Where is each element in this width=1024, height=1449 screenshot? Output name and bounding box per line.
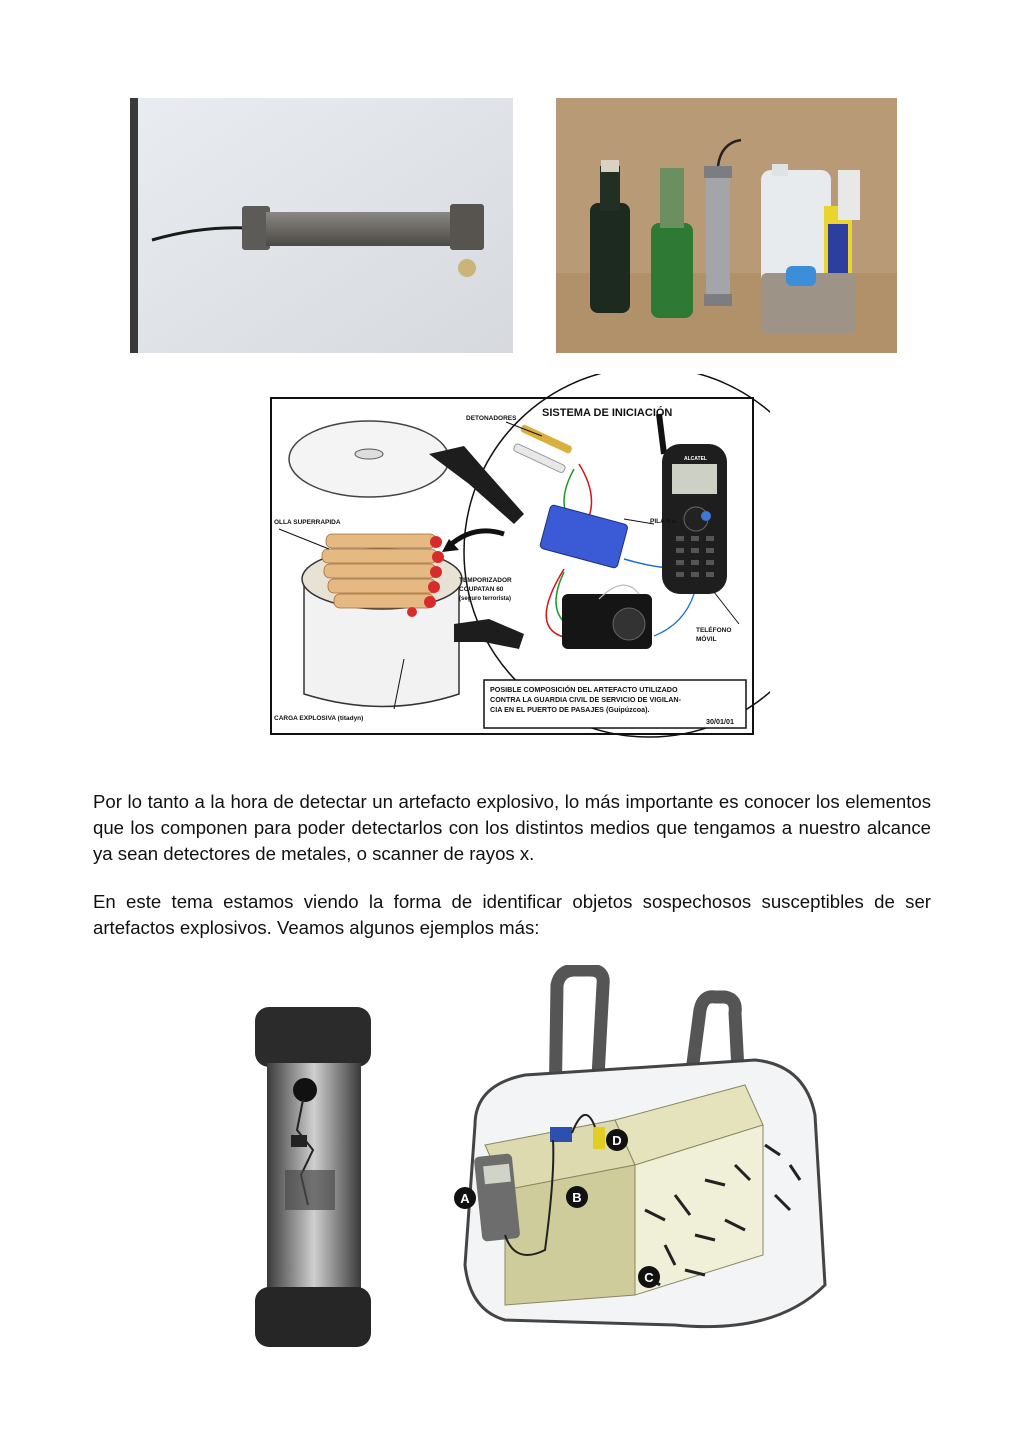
bag-bomb-diagram <box>445 965 840 1345</box>
diagram-title: SISTEMA DE INICIACIÓN <box>542 407 673 419</box>
svg-text:A: A <box>460 1191 470 1206</box>
label-temporizador-2: COUPATAN 60 <box>459 586 504 593</box>
svg-text:C: C <box>644 1270 654 1285</box>
label-detonadores: DETONADORES <box>466 415 517 422</box>
label-temporizador-1: TEMPORIZADOR <box>459 577 512 584</box>
label-temporizador-3: (seguro terrorista) <box>459 596 512 602</box>
label-carga: CARGA EXPLOSIVA (titadyn) <box>274 715 364 722</box>
initiation-system-diagram <box>244 374 770 754</box>
phone-brand: ALCATEL <box>684 456 707 462</box>
bottles-photo <box>556 98 897 353</box>
xray-pipe-image <box>253 1005 375 1348</box>
paragraph-identification: En este tema estamos viendo la forma de identificar objetos sospechosos susceptibles de ser artefactos explosivos. Veamos algunos ejemplos más: <box>93 891 931 938</box>
label-telefono-2: MÓVIL <box>696 636 717 643</box>
marker-d <box>606 1129 628 1151</box>
marker-a <box>454 1187 476 1209</box>
marker-c <box>638 1266 660 1288</box>
caption-line-2: CONTRA LA GUARDIA CIVIL DE SERVICIO DE VIGILAN- <box>490 695 682 704</box>
paragraph-detection: Por lo tanto a la hora de detectar un artefacto explosivo, lo más importante es conocer los elementos que los componen para poder detectarlos con los distintos medios que tengamos a nuestro alcance ya sean detectores de metales, o scanner de rayos x. <box>93 791 931 864</box>
caption-line-1: POSIBLE COMPOSICIÓN DEL ARTEFACTO UTILIZADO <box>490 685 678 694</box>
label-olla: OLLA SUPERRAPIDA <box>274 519 341 526</box>
svg-text:D: D <box>612 1133 622 1148</box>
caption-date: 30/01/01 <box>706 717 734 726</box>
label-pila: PILA 9 v. <box>650 518 677 525</box>
marker-b <box>566 1186 588 1208</box>
svg-text:B: B <box>572 1190 582 1205</box>
pipe-bomb-photo <box>130 98 513 353</box>
label-telefono-1: TELÉFONO <box>696 627 732 634</box>
caption-line-3: CIA EN EL PUERTO DE PASAJES (Guipúzcoa). <box>490 705 650 714</box>
